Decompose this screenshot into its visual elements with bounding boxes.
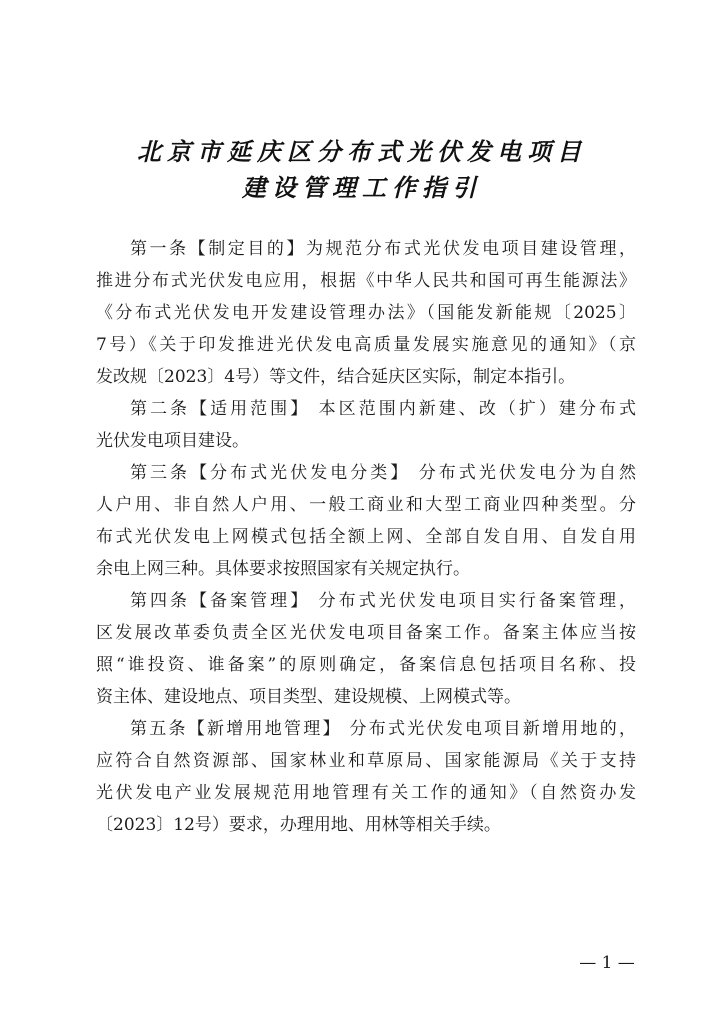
document-title-line-2: 建设管理工作指引 (242, 173, 482, 202)
page-number: — 1 — (579, 953, 635, 973)
document-title-line-1: 北京市延庆区分布式光伏发电项目 (137, 137, 587, 166)
article-line: 区发展改革委负责全区光伏发电项目备案工作。备案主体应当按 (96, 623, 636, 643)
article-line: 第二条【适用范围】 本区范围内新建、改（扩）建分布式 (130, 399, 636, 419)
article-line: 人户用、非自然人户用、一般工商业和大型工商业四种类型。分 (96, 495, 636, 515)
article-line: 布式光伏发电上网模式包括全额上网、全部自发自用、自发自用 (96, 527, 636, 547)
article-line: 应符合自然资源部、国家林业和草原局、国家能源局《关于支持 (96, 751, 636, 771)
article-line: 照“谁投资、谁备案”的原则确定，备案信息包括项目名称、投 (96, 655, 636, 675)
article-line: 《分布式光伏发电开发建设管理办法》（国能发新能规〔2025〕 (96, 303, 636, 323)
article-line: 光伏发电项目建设。 (96, 431, 249, 451)
article-line: 资主体、建设地点、项目类型、建设规模、上网模式等。 (96, 687, 521, 707)
article-line: 余电上网三种。具体要求按照国家有关规定执行。 (96, 559, 470, 579)
article-line: 光伏发电产业发展规范用地管理有关工作的通知》（自然资办发 (96, 783, 636, 803)
article-line: 第一条【制定目的】为规范分布式光伏发电项目建设管理， (130, 239, 636, 259)
article-line: 发改规〔2023〕4号）等文件，结合延庆区实际，制定本指引。 (96, 367, 576, 387)
article-line: 第三条【分布式光伏发电分类】 分布式光伏发电分为自然 (130, 463, 636, 483)
article-line: 7号）《关于印发推进光伏发电高质量发展实施意见的通知》（京 (96, 335, 636, 355)
article-line: 第五条【新增用地管理】 分布式光伏发电项目新增用地的， (130, 719, 636, 739)
article-line: 第四条【备案管理】 分布式光伏发电项目实行备案管理， (130, 591, 636, 611)
article-line: 推进分布式光伏发电应用，根据《中华人民共和国可再生能源法》 (96, 271, 636, 291)
article-line: 〔2023〕12号）要求，办理用地、用林等相关手续。 (96, 815, 501, 835)
